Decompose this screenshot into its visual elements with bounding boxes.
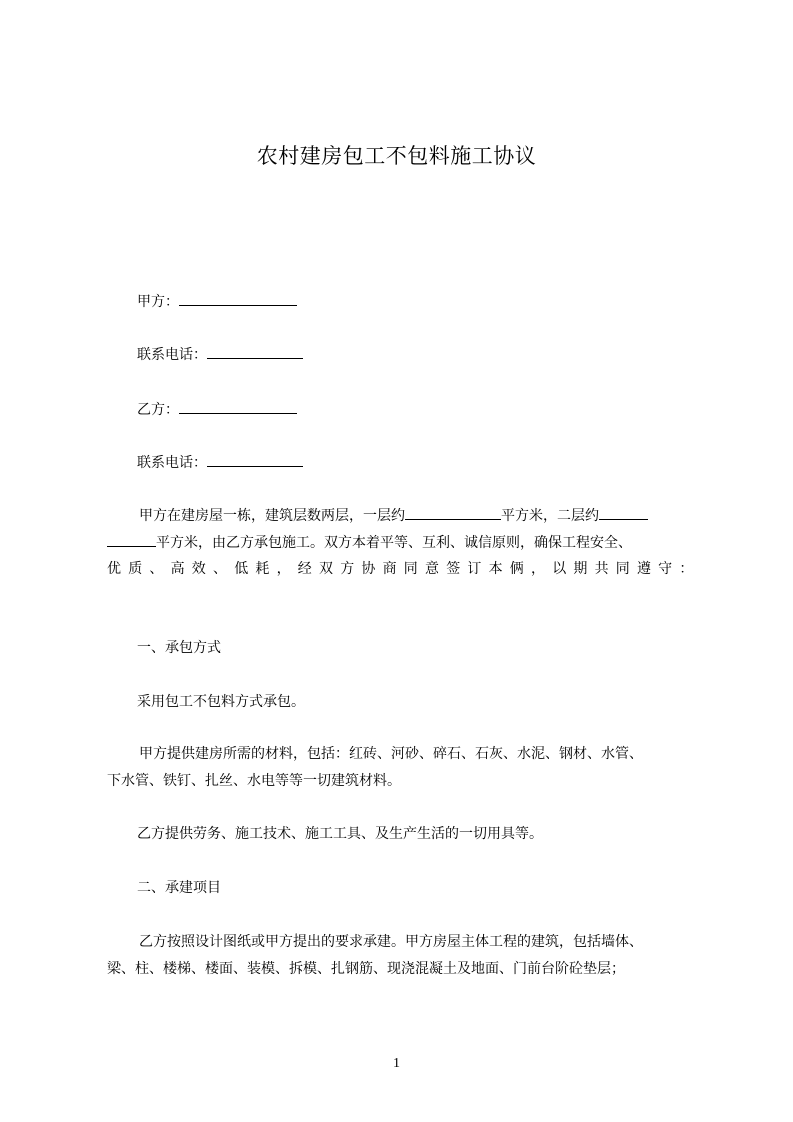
party-b-phone-blank xyxy=(207,452,303,467)
intro-line-3 xyxy=(107,556,699,583)
party-b-field xyxy=(137,399,297,420)
section1-paragraph-2-line-2: 下水管、铁钉、扎丝、水电等等一切建筑材料。 xyxy=(107,773,401,789)
intro-line-1 xyxy=(139,505,648,526)
party-a-field xyxy=(137,291,297,312)
party-a-phone-field xyxy=(137,344,303,365)
party-b-label: 乙方： xyxy=(137,402,179,418)
section2-paragraph-1-line-2: 梁、柱、楼梯、楼面、装模、拆模、扎钢筋、现浇混凝土及地面、门前台阶砼垫层； xyxy=(107,961,625,977)
intro-text-1b: 平方米，二层约 xyxy=(501,508,599,524)
party-a-phone-blank xyxy=(207,344,303,359)
party-a-label: 甲方： xyxy=(137,294,179,310)
party-a-phone-label: 联系电话： xyxy=(137,347,207,363)
section1-paragraph-2-line-1: 甲方提供建房所需的材料，包括：红砖、河砂、碎石、石灰、水泥、钢材、水管、 xyxy=(139,746,643,762)
section1-paragraph-1: 采用包工不包料方式承包。 xyxy=(137,694,305,710)
party-b-phone-field xyxy=(137,452,303,473)
intro-text-2: 平方米，由乙方承包施工。双方本着平等、互利、诚信原则，确保工程安全、 xyxy=(156,535,632,551)
intro-text-3: 优质、高效、低耗，经双方协商同意签订本俩，以期共同遵守： xyxy=(107,561,699,577)
party-a-blank xyxy=(179,291,297,306)
section2-heading: 二、承建项目 xyxy=(137,880,221,896)
section1-paragraph-3: 乙方提供劳务、施工技术、施工工具、及生产生活的一切用具等。 xyxy=(137,826,543,842)
intro-text-1a: 甲方在建房屋一栋，建筑层数两层，一层约 xyxy=(139,508,405,524)
page-number: 1 xyxy=(393,1056,400,1071)
party-b-blank xyxy=(179,399,297,414)
party-b-phone-label: 联系电话： xyxy=(137,455,207,471)
floor1-area-blank xyxy=(405,505,501,520)
section1-heading: 一、承包方式 xyxy=(137,640,221,656)
section2-paragraph-1-line-1: 乙方按照设计图纸或甲方提出的要求承建。甲方房屋主体工程的建筑，包括墙体、 xyxy=(139,934,643,950)
floor2-area-blank-a xyxy=(599,505,648,520)
document-title: 农村建房包工不包料施工协议 xyxy=(256,144,537,168)
intro-line-2 xyxy=(107,532,632,553)
floor2-area-blank-b xyxy=(107,532,156,547)
